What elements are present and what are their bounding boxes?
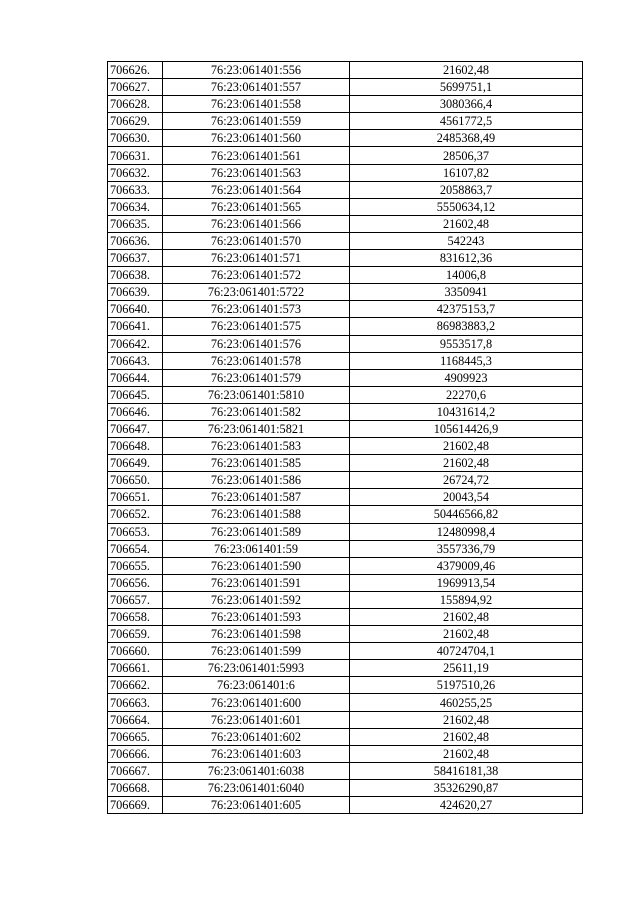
cadastral-value-cell: 10431614,2 — [350, 403, 583, 420]
cadastral-value-cell: 3080366,4 — [350, 96, 583, 113]
cadastral-value-cell: 21602,48 — [350, 609, 583, 626]
cadastral-number-cell: 76:23:061401:583 — [163, 438, 350, 455]
cadastral-value-cell: 2058863,7 — [350, 181, 583, 198]
row-number-cell: 706652. — [108, 506, 163, 523]
cadastral-number-cell: 76:23:061401:556 — [163, 62, 350, 79]
cadastral-number-cell: 76:23:061401:579 — [163, 369, 350, 386]
table-row — [108, 62, 583, 79]
cadastral-value-table — [107, 61, 583, 814]
cadastral-number-cell: 76:23:061401:593 — [163, 609, 350, 626]
cadastral-number-cell: 76:23:061401:573 — [163, 301, 350, 318]
cadastral-value-cell: 40724704,1 — [350, 643, 583, 660]
table-row — [108, 472, 583, 489]
cadastral-value-cell: 4561772,5 — [350, 113, 583, 130]
row-number-cell: 706638. — [108, 267, 163, 284]
table-row — [108, 762, 583, 779]
cadastral-number-cell: 76:23:061401:59 — [163, 540, 350, 557]
table-row — [108, 574, 583, 591]
cadastral-value-cell: 26724,72 — [350, 472, 583, 489]
table-row — [108, 609, 583, 626]
cadastral-value-cell: 1168445,3 — [350, 352, 583, 369]
cadastral-value-cell: 5550634,12 — [350, 198, 583, 215]
table-row — [108, 745, 583, 762]
row-number-cell: 706664. — [108, 711, 163, 728]
cadastral-number-cell: 76:23:061401:588 — [163, 506, 350, 523]
cadastral-value-cell: 4909923 — [350, 369, 583, 386]
table-row — [108, 694, 583, 711]
cadastral-value-cell: 21602,48 — [350, 455, 583, 472]
table-row — [108, 232, 583, 249]
cadastral-number-cell: 76:23:061401:6 — [163, 677, 350, 694]
cadastral-number-cell: 76:23:061401:572 — [163, 267, 350, 284]
cadastral-number-cell: 76:23:061401:590 — [163, 557, 350, 574]
row-number-cell: 706662. — [108, 677, 163, 694]
table-row — [108, 147, 583, 164]
table-row — [108, 113, 583, 130]
row-number-cell: 706642. — [108, 335, 163, 352]
cadastral-number-cell: 76:23:061401:565 — [163, 198, 350, 215]
cadastral-value-cell: 20043,54 — [350, 489, 583, 506]
row-number-cell: 706658. — [108, 609, 163, 626]
table-row — [108, 130, 583, 147]
cadastral-value-cell: 21602,48 — [350, 728, 583, 745]
row-number-cell: 706660. — [108, 643, 163, 660]
cadastral-value-cell: 21602,48 — [350, 215, 583, 232]
row-number-cell: 706661. — [108, 660, 163, 677]
cadastral-value-cell: 155894,92 — [350, 591, 583, 608]
row-number-cell: 706626. — [108, 62, 163, 79]
table-row — [108, 386, 583, 403]
table-row — [108, 489, 583, 506]
cadastral-number-cell: 76:23:061401:5993 — [163, 660, 350, 677]
cadastral-number-cell: 76:23:061401:566 — [163, 215, 350, 232]
cadastral-value-cell: 2485368,49 — [350, 130, 583, 147]
cadastral-number-cell: 76:23:061401:605 — [163, 797, 350, 814]
cadastral-number-cell: 76:23:061401:602 — [163, 728, 350, 745]
cadastral-number-cell: 76:23:061401:559 — [163, 113, 350, 130]
cadastral-value-cell: 831612,36 — [350, 250, 583, 267]
row-number-cell: 706645. — [108, 386, 163, 403]
cadastral-number-cell: 76:23:061401:563 — [163, 164, 350, 181]
table-row — [108, 352, 583, 369]
cadastral-number-cell: 76:23:061401:586 — [163, 472, 350, 489]
cadastral-number-cell: 76:23:061401:570 — [163, 232, 350, 249]
cadastral-value-cell: 424620,27 — [350, 797, 583, 814]
table-row — [108, 626, 583, 643]
row-number-cell: 706627. — [108, 79, 163, 96]
cadastral-number-cell: 76:23:061401:557 — [163, 79, 350, 96]
row-number-cell: 706632. — [108, 164, 163, 181]
row-number-cell: 706650. — [108, 472, 163, 489]
cadastral-value-cell: 25611,19 — [350, 660, 583, 677]
row-number-cell: 706649. — [108, 455, 163, 472]
table-row — [108, 797, 583, 814]
table-row — [108, 198, 583, 215]
row-number-cell: 706641. — [108, 318, 163, 335]
row-number-cell: 706657. — [108, 591, 163, 608]
cadastral-value-cell: 9553517,8 — [350, 335, 583, 352]
row-number-cell: 706633. — [108, 181, 163, 198]
table-row — [108, 660, 583, 677]
row-number-cell: 706636. — [108, 232, 163, 249]
row-number-cell: 706644. — [108, 369, 163, 386]
row-number-cell: 706648. — [108, 438, 163, 455]
table-row — [108, 267, 583, 284]
cadastral-number-cell: 76:23:061401:603 — [163, 745, 350, 762]
table-row — [108, 557, 583, 574]
row-number-cell: 706654. — [108, 540, 163, 557]
cadastral-number-cell: 76:23:061401:561 — [163, 147, 350, 164]
table-row — [108, 318, 583, 335]
row-number-cell: 706631. — [108, 147, 163, 164]
cadastral-value-cell: 542243 — [350, 232, 583, 249]
table-row — [108, 506, 583, 523]
cadastral-value-cell: 3350941 — [350, 284, 583, 301]
table-row — [108, 284, 583, 301]
cadastral-number-cell: 76:23:061401:558 — [163, 96, 350, 113]
cadastral-number-cell: 76:23:061401:582 — [163, 403, 350, 420]
table-row — [108, 711, 583, 728]
row-number-cell: 706666. — [108, 745, 163, 762]
cadastral-value-cell: 28506,37 — [350, 147, 583, 164]
row-number-cell: 706639. — [108, 284, 163, 301]
cadastral-value-cell: 105614426,9 — [350, 420, 583, 437]
row-number-cell: 706669. — [108, 797, 163, 814]
row-number-cell: 706651. — [108, 489, 163, 506]
row-number-cell: 706646. — [108, 403, 163, 420]
cadastral-number-cell: 76:23:061401:585 — [163, 455, 350, 472]
cadastral-number-cell: 76:23:061401:5810 — [163, 386, 350, 403]
table-row — [108, 420, 583, 437]
row-number-cell: 706667. — [108, 762, 163, 779]
cadastral-value-cell: 21602,48 — [350, 62, 583, 79]
table-row — [108, 96, 583, 113]
cadastral-number-cell: 76:23:061401:578 — [163, 352, 350, 369]
cadastral-value-cell: 58416181,38 — [350, 762, 583, 779]
table-row — [108, 369, 583, 386]
cadastral-value-cell: 35326290,87 — [350, 779, 583, 796]
table-row — [108, 215, 583, 232]
table-row — [108, 301, 583, 318]
cadastral-number-cell: 76:23:061401:576 — [163, 335, 350, 352]
table-row — [108, 335, 583, 352]
row-number-cell: 706629. — [108, 113, 163, 130]
cadastral-number-cell: 76:23:061401:599 — [163, 643, 350, 660]
cadastral-value-cell: 16107,82 — [350, 164, 583, 181]
cadastral-value-cell: 12480998,4 — [350, 523, 583, 540]
table-row — [108, 779, 583, 796]
row-number-cell: 706637. — [108, 250, 163, 267]
cadastral-number-cell: 76:23:061401:591 — [163, 574, 350, 591]
table-row — [108, 523, 583, 540]
cadastral-number-cell: 76:23:061401:6038 — [163, 762, 350, 779]
cadastral-value-cell: 5197510,26 — [350, 677, 583, 694]
table-row — [108, 643, 583, 660]
row-number-cell: 706630. — [108, 130, 163, 147]
cadastral-number-cell: 76:23:061401:587 — [163, 489, 350, 506]
table-row — [108, 250, 583, 267]
table-row — [108, 181, 583, 198]
table-row — [108, 403, 583, 420]
row-number-cell: 706665. — [108, 728, 163, 745]
table-row — [108, 728, 583, 745]
cadastral-value-cell: 21602,48 — [350, 745, 583, 762]
cadastral-number-cell: 76:23:061401:571 — [163, 250, 350, 267]
row-number-cell: 706659. — [108, 626, 163, 643]
table-row — [108, 591, 583, 608]
cadastral-number-cell: 76:23:061401:601 — [163, 711, 350, 728]
cadastral-number-cell: 76:23:061401:560 — [163, 130, 350, 147]
cadastral-value-cell: 4379009,46 — [350, 557, 583, 574]
cadastral-number-cell: 76:23:061401:592 — [163, 591, 350, 608]
cadastral-number-cell: 76:23:061401:598 — [163, 626, 350, 643]
cadastral-value-cell: 3557336,79 — [350, 540, 583, 557]
cadastral-value-cell: 5699751,1 — [350, 79, 583, 96]
cadastral-value-cell: 22270,6 — [350, 386, 583, 403]
cadastral-value-cell: 14006,8 — [350, 267, 583, 284]
row-number-cell: 706643. — [108, 352, 163, 369]
cadastral-value-cell: 1969913,54 — [350, 574, 583, 591]
cadastral-number-cell: 76:23:061401:575 — [163, 318, 350, 335]
cadastral-value-cell: 86983883,2 — [350, 318, 583, 335]
table-row — [108, 455, 583, 472]
row-number-cell: 706656. — [108, 574, 163, 591]
table-body — [108, 62, 583, 814]
row-number-cell: 706640. — [108, 301, 163, 318]
table-row — [108, 540, 583, 557]
cadastral-value-cell: 21602,48 — [350, 711, 583, 728]
cadastral-number-cell: 76:23:061401:564 — [163, 181, 350, 198]
row-number-cell: 706653. — [108, 523, 163, 540]
cadastral-value-cell: 42375153,7 — [350, 301, 583, 318]
cadastral-number-cell: 76:23:061401:589 — [163, 523, 350, 540]
row-number-cell: 706668. — [108, 779, 163, 796]
row-number-cell: 706663. — [108, 694, 163, 711]
row-number-cell: 706655. — [108, 557, 163, 574]
cadastral-number-cell: 76:23:061401:5821 — [163, 420, 350, 437]
cadastral-number-cell: 76:23:061401:6040 — [163, 779, 350, 796]
cadastral-number-cell: 76:23:061401:5722 — [163, 284, 350, 301]
table-row — [108, 79, 583, 96]
cadastral-value-cell: 21602,48 — [350, 438, 583, 455]
cadastral-value-cell: 50446566,82 — [350, 506, 583, 523]
cadastral-value-cell: 460255,25 — [350, 694, 583, 711]
cadastral-number-cell: 76:23:061401:600 — [163, 694, 350, 711]
table-row — [108, 438, 583, 455]
row-number-cell: 706635. — [108, 215, 163, 232]
cadastral-value-cell: 21602,48 — [350, 626, 583, 643]
table-row — [108, 677, 583, 694]
row-number-cell: 706628. — [108, 96, 163, 113]
table-row — [108, 164, 583, 181]
row-number-cell: 706634. — [108, 198, 163, 215]
row-number-cell: 706647. — [108, 420, 163, 437]
